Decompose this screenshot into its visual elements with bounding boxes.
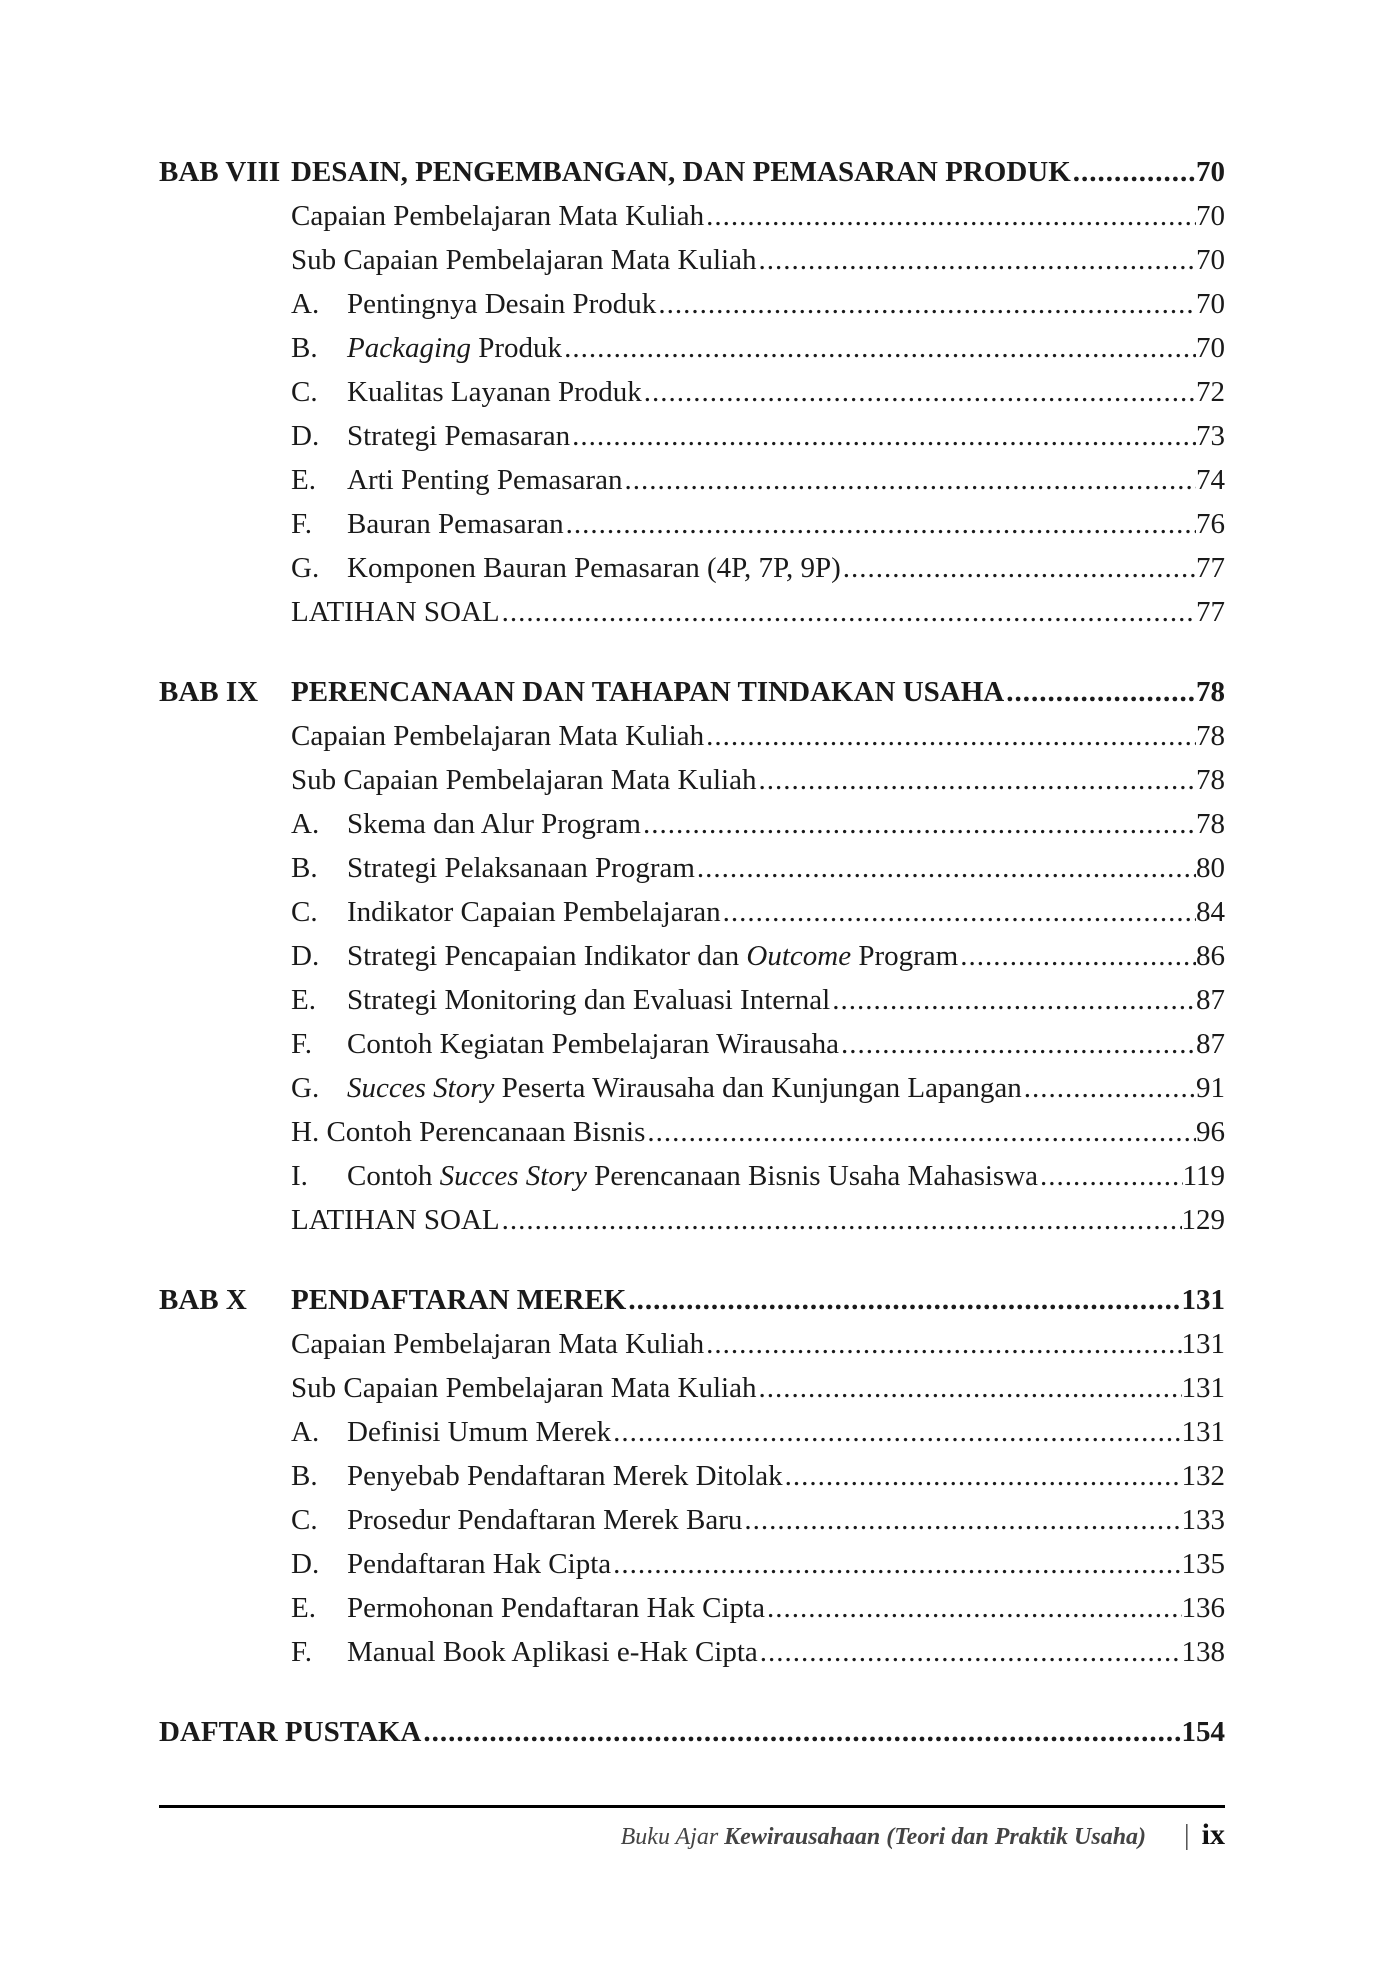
entry-title: Capaian Pembelajaran Mata Kuliah bbox=[291, 720, 705, 752]
toc-entry bbox=[159, 370, 1225, 414]
entry-page: 78 bbox=[1196, 720, 1225, 752]
toc-entry bbox=[159, 1366, 1225, 1410]
entry-page: 131 bbox=[1181, 1328, 1225, 1360]
entry-letter: G. bbox=[291, 552, 320, 584]
footer-rule bbox=[159, 1805, 1225, 1808]
dot-leader bbox=[765, 1586, 1182, 1630]
entry-page: 78 bbox=[1196, 808, 1225, 840]
entry-title: Sub Capaian Pembelajaran Mata Kuliah bbox=[291, 1372, 757, 1404]
toc-chapter-row bbox=[159, 670, 1225, 714]
entry-title-rest: Produk bbox=[471, 332, 563, 364]
toc-entry bbox=[159, 1410, 1225, 1454]
chapter-label: BAB VIII bbox=[159, 156, 281, 188]
entry-letter: F. bbox=[291, 1028, 313, 1060]
entry-page: 86 bbox=[1196, 940, 1225, 972]
dot-leader bbox=[656, 282, 1196, 326]
entry-page: 87 bbox=[1196, 1028, 1225, 1060]
dot-leader bbox=[721, 890, 1196, 934]
entry-title: Bauran Pemasaran bbox=[347, 508, 564, 540]
chapter-page: 131 bbox=[1181, 1284, 1225, 1316]
entry-title-italic: Succes Story bbox=[347, 1072, 495, 1104]
entry-page: 138 bbox=[1181, 1636, 1225, 1668]
toc-entry bbox=[159, 1110, 1225, 1154]
entry-page: 84 bbox=[1196, 896, 1225, 928]
entry-page: 136 bbox=[1181, 1592, 1225, 1624]
toc-entry bbox=[159, 1542, 1225, 1586]
dot-leader bbox=[500, 1198, 1182, 1242]
entry-letter: A. bbox=[291, 1416, 320, 1448]
entry-page: 96 bbox=[1196, 1116, 1225, 1148]
dot-leader bbox=[783, 1454, 1182, 1498]
entry-page: 70 bbox=[1196, 332, 1225, 364]
entry-letter: E. bbox=[291, 984, 316, 1016]
dot-leader bbox=[839, 1022, 1196, 1066]
entry-title: H. Contoh Perencanaan Bisnis bbox=[291, 1116, 646, 1148]
dot-leader bbox=[758, 1630, 1182, 1674]
dot-leader bbox=[421, 1710, 1181, 1754]
entry-title: LATIHAN SOAL bbox=[291, 1204, 500, 1236]
toc-entry bbox=[159, 546, 1225, 590]
entry-page: 131 bbox=[1181, 1372, 1225, 1404]
entry-title-rest: Program bbox=[851, 940, 959, 972]
toc-entry bbox=[159, 846, 1225, 890]
entry-title-italic: Succes Story bbox=[439, 1160, 588, 1192]
entry-page: 78 bbox=[1196, 764, 1225, 796]
dot-leader bbox=[1004, 670, 1196, 714]
dot-leader bbox=[622, 458, 1196, 502]
dot-leader bbox=[1038, 1154, 1183, 1198]
entry-letter: E. bbox=[291, 464, 316, 496]
toc-entry bbox=[159, 758, 1225, 802]
toc-entry bbox=[159, 1498, 1225, 1542]
toc-entry bbox=[159, 1022, 1225, 1066]
entry-page: 70 bbox=[1196, 288, 1225, 320]
page-footer bbox=[159, 1805, 1225, 1852]
dot-leader bbox=[756, 1366, 1181, 1410]
entry-title bbox=[347, 1066, 1022, 1110]
entry-title-start: Strategi Pencapaian Indikator dan bbox=[347, 940, 747, 972]
entry-page: 80 bbox=[1196, 852, 1225, 884]
entry-page: 76 bbox=[1196, 508, 1225, 540]
entry-page: 132 bbox=[1181, 1460, 1225, 1492]
dot-leader bbox=[500, 590, 1196, 634]
entry-page: 131 bbox=[1181, 1416, 1225, 1448]
toc-bibliography-row bbox=[159, 1710, 1225, 1754]
dot-leader bbox=[742, 1498, 1181, 1542]
entry-title: Manual Book Aplikasi e-Hak Cipta bbox=[347, 1636, 758, 1668]
entry-letter: E. bbox=[291, 1592, 316, 1624]
entry-title: Skema dan Alur Program bbox=[347, 808, 641, 840]
entry-page: 129 bbox=[1181, 1204, 1225, 1236]
toc-entry bbox=[159, 934, 1225, 978]
toc-entry bbox=[159, 1630, 1225, 1674]
entry-letter: C. bbox=[291, 376, 318, 408]
entry-title: Kualitas Layanan Produk bbox=[347, 376, 642, 408]
dot-leader bbox=[695, 846, 1196, 890]
chapter-page: 78 bbox=[1196, 676, 1225, 708]
entry-letter: D. bbox=[291, 940, 320, 972]
dot-leader bbox=[641, 802, 1196, 846]
toc-entry bbox=[159, 238, 1225, 282]
dot-leader bbox=[611, 1542, 1181, 1586]
entry-letter: A. bbox=[291, 808, 320, 840]
toc-chapter-row bbox=[159, 1278, 1225, 1322]
entry-title-rest: Perencanaan Bisnis Usaha Mahasiswa bbox=[587, 1160, 1039, 1192]
entry-title-start: Contoh bbox=[347, 1160, 440, 1192]
dot-leader bbox=[562, 326, 1196, 370]
entry-page: 91 bbox=[1196, 1072, 1225, 1104]
chapter-title: PENDAFTARAN MEREK bbox=[291, 1284, 627, 1316]
entry-letter: C. bbox=[291, 896, 318, 928]
entry-title bbox=[347, 934, 958, 978]
dot-leader bbox=[611, 1410, 1181, 1454]
entry-title-rest: Peserta Wirausaha dan Kunjungan Lapangan bbox=[494, 1072, 1022, 1104]
toc-entry bbox=[159, 326, 1225, 370]
footer-page-number: ix bbox=[1201, 1818, 1225, 1851]
table-of-contents bbox=[159, 150, 1225, 1754]
footer-book-title bbox=[621, 1824, 1146, 1851]
entry-page: 70 bbox=[1196, 244, 1225, 276]
entry-page: 133 bbox=[1181, 1504, 1225, 1536]
toc-entry bbox=[159, 1198, 1225, 1242]
toc-chapter-row bbox=[159, 150, 1225, 194]
toc-entry bbox=[159, 502, 1225, 546]
entry-title: Capaian Pembelajaran Mata Kuliah bbox=[291, 1328, 705, 1360]
dot-leader bbox=[570, 414, 1196, 458]
toc-entry bbox=[159, 1154, 1225, 1198]
entry-title: Strategi Pelaksanaan Program bbox=[347, 852, 695, 884]
footer-line bbox=[159, 1818, 1225, 1852]
toc-entry bbox=[159, 1322, 1225, 1366]
entry-title: LATIHAN SOAL bbox=[291, 596, 500, 628]
entry-letter: D. bbox=[291, 1548, 320, 1580]
toc-entry bbox=[159, 1454, 1225, 1498]
toc-entry bbox=[159, 978, 1225, 1022]
entry-title: Indikator Capaian Pembelajaran bbox=[347, 896, 721, 928]
entry-page: 70 bbox=[1196, 200, 1225, 232]
dot-leader bbox=[704, 194, 1196, 238]
entry-page: 77 bbox=[1196, 596, 1225, 628]
entry-letter: I. bbox=[291, 1160, 308, 1192]
entry-title: Capaian Pembelajaran Mata Kuliah bbox=[291, 200, 705, 232]
bibliography-title: DAFTAR PUSTAKA bbox=[159, 1716, 422, 1748]
toc-entry bbox=[159, 458, 1225, 502]
toc-entry bbox=[159, 1066, 1225, 1110]
toc-entry bbox=[159, 714, 1225, 758]
chapter-label: BAB IX bbox=[159, 676, 259, 708]
toc-entry bbox=[159, 282, 1225, 326]
entry-page: 73 bbox=[1196, 420, 1225, 452]
entry-title: Permohonan Pendaftaran Hak Cipta bbox=[347, 1592, 765, 1624]
entry-letter: B. bbox=[291, 852, 318, 884]
entry-letter: B. bbox=[291, 1460, 318, 1492]
dot-leader bbox=[756, 238, 1196, 282]
entry-title-italic: Outcome bbox=[746, 940, 852, 972]
toc-entry bbox=[159, 414, 1225, 458]
dot-leader bbox=[564, 502, 1196, 546]
dot-leader bbox=[704, 714, 1196, 758]
entry-title-italic: Packaging bbox=[347, 332, 472, 364]
entry-title: Strategi Pemasaran bbox=[347, 420, 571, 452]
entry-page: 77 bbox=[1196, 552, 1225, 584]
footer-book-prefix: Buku Ajar bbox=[620, 1824, 725, 1850]
toc-entry bbox=[159, 194, 1225, 238]
entry-letter: C. bbox=[291, 1504, 318, 1536]
toc-entry bbox=[159, 590, 1225, 634]
entry-title bbox=[347, 1154, 1038, 1198]
chapter-page: 70 bbox=[1196, 156, 1225, 188]
entry-page: 87 bbox=[1196, 984, 1225, 1016]
toc-entry bbox=[159, 802, 1225, 846]
entry-page: 72 bbox=[1196, 376, 1225, 408]
entry-page: 135 bbox=[1181, 1548, 1225, 1580]
entry-letter: D. bbox=[291, 420, 320, 452]
entry-title: Sub Capaian Pembelajaran Mata Kuliah bbox=[291, 244, 757, 276]
chapter-title: DESAIN, PENGEMBANGAN, DAN PEMASARAN PRODUK bbox=[291, 156, 1071, 188]
entry-letter: B. bbox=[291, 332, 318, 364]
entry-title: Strategi Monitoring dan Evaluasi Internal bbox=[347, 984, 831, 1016]
entry-title bbox=[347, 326, 562, 370]
entry-page: 74 bbox=[1196, 464, 1225, 496]
entry-title: Pendaftaran Hak Cipta bbox=[347, 1548, 612, 1580]
entry-letter: G. bbox=[291, 1072, 320, 1104]
dot-leader bbox=[642, 370, 1196, 414]
entry-title: Prosedur Pendaftaran Merek Baru bbox=[347, 1504, 743, 1536]
toc-entry bbox=[159, 1586, 1225, 1630]
toc-entry bbox=[159, 890, 1225, 934]
entry-letter: A. bbox=[291, 288, 320, 320]
dot-leader bbox=[1022, 1066, 1196, 1110]
dot-leader bbox=[626, 1278, 1181, 1322]
dot-leader bbox=[645, 1110, 1196, 1154]
entry-title: Arti Penting Pemasaran bbox=[347, 464, 623, 496]
entry-title: Komponen Bauran Pemasaran (4P, 7P, 9P) bbox=[347, 552, 841, 584]
entry-title: Sub Capaian Pembelajaran Mata Kuliah bbox=[291, 764, 757, 796]
dot-leader bbox=[756, 758, 1196, 802]
chapter-title: PERENCANAAN DAN TAHAPAN TINDAKAN USAHA bbox=[291, 676, 1005, 708]
entry-title: Pentingnya Desain Produk bbox=[347, 288, 657, 320]
footer-book-name: Kewirausahaan (Teori dan Praktik Usaha) bbox=[724, 1824, 1147, 1850]
entry-title: Contoh Kegiatan Pembelajaran Wirausaha bbox=[347, 1028, 839, 1060]
bibliography-page: 154 bbox=[1181, 1716, 1225, 1748]
entry-title: Penyebab Pendaftaran Merek Ditolak bbox=[347, 1460, 783, 1492]
dot-leader bbox=[958, 934, 1196, 978]
entry-letter: F. bbox=[291, 1636, 313, 1668]
footer-separator: | bbox=[1184, 1820, 1190, 1851]
entry-title: Definisi Umum Merek bbox=[347, 1416, 612, 1448]
dot-leader bbox=[704, 1322, 1181, 1366]
chapter-label: BAB X bbox=[159, 1284, 247, 1316]
entry-page: 119 bbox=[1182, 1160, 1225, 1192]
entry-letter: F. bbox=[291, 508, 313, 540]
dot-leader bbox=[830, 978, 1196, 1022]
dot-leader bbox=[841, 546, 1196, 590]
dot-leader bbox=[1071, 150, 1196, 194]
